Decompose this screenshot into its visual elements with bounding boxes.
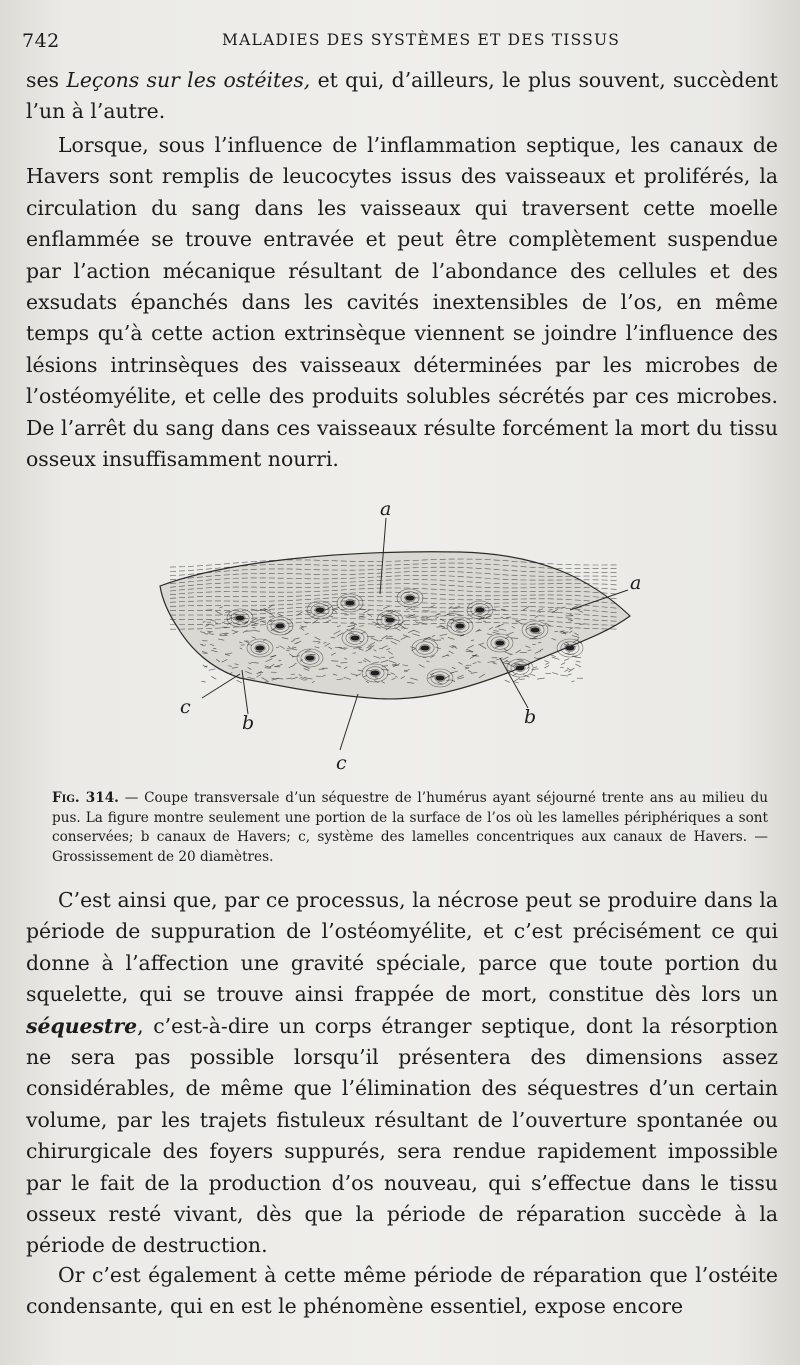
hatch-stroke xyxy=(519,679,524,680)
running-title: MALADIES DES SYSTÈMES ET DES TISSUS xyxy=(222,31,621,49)
havers-canal xyxy=(276,623,285,628)
havers-canal xyxy=(346,600,355,605)
havers-canal xyxy=(496,640,505,645)
havers-canal xyxy=(371,670,380,675)
havers-canal xyxy=(436,675,445,680)
havers-canal xyxy=(406,595,415,600)
p1-italic-title: Leçons sur les ostéites, xyxy=(66,68,311,92)
caption-text: — Coupe transversale d’un séquestre de l’humérus ayant séjourné trente ans au milieu du pus. La figure montre seulement une portion de la surface de l’os où les lamelles périphériques a sont conservées; b canaux de Havers; c, système des lamelles concentriques aux canaux de Havers. — Grossissement de 20 diamètres. xyxy=(52,790,768,865)
label-leader-line xyxy=(202,674,240,698)
p1-after: et qui, d’ailleurs, le plus souvent, succèdent l’un à l’autre. xyxy=(26,68,778,124)
havers-canal xyxy=(351,635,360,640)
hatch-stroke xyxy=(552,657,560,659)
hatch-stroke xyxy=(201,681,205,682)
p1-before: ses xyxy=(26,68,67,92)
hatch-stroke xyxy=(575,664,581,667)
hatch-stroke xyxy=(513,678,520,682)
havers-canal xyxy=(306,655,315,660)
havers-canal xyxy=(476,607,485,612)
havers-canal xyxy=(456,623,465,628)
hatch-stroke xyxy=(552,673,558,675)
p3-term-sequestre: séquestre xyxy=(26,1013,138,1038)
page-number: 742 xyxy=(22,30,60,52)
hatch-stroke xyxy=(209,669,216,671)
paragraph-4: Or c’est également à cette même période de réparation que l’ostéite condensante, qui en est le phénomène essentiel, expose encore xyxy=(26,1263,778,1319)
hatch-stroke xyxy=(571,681,574,682)
havers-canal xyxy=(256,645,265,650)
figure-caption xyxy=(52,789,768,867)
hatch-stroke xyxy=(574,657,581,658)
label-b-left: b xyxy=(242,712,255,734)
label-b-right: b xyxy=(524,706,537,728)
hatch-stroke xyxy=(537,678,545,679)
havers-canal xyxy=(421,645,430,650)
label-leader-line xyxy=(340,694,358,750)
p3-after: , c’est-à-dire un corps étranger septique, dont la résorption ne sera pas possible lorsqu’il présentera des dimensions assez considérables, de même que l’élimination des séquestres d’un certain volume, par les trajets fistuleux résultant de l’ouverture spontanée ou chirurgicale des foyers suppurés, sera rendue rapidement impossible par le fait de la production d’os nouveau, qui s’effectue dans le tissu osseux resté vivant, dès que la période de réparation succède à la période de destruction. xyxy=(26,1013,778,1258)
paragraph-1 xyxy=(26,65,778,128)
hatch-stroke xyxy=(550,654,556,656)
paragraph-2: Lorsque, sous l’influence de l’inflammation septique, les canaux de Havers sont remplis de leucocytes issus des vaisseaux et proliférés, la circulation du sang dans les vaisseaux qui traversent cette moelle enflammée se trouve entravée et peut être complètement suspendue par l’action mécanique résultant de l’abondance des cellules et des exsudats épanchés dans les cavités inextensibles de l’os, en même temps qu’à cette action extrinsèque viennent se joindre l’influence des lésions intrinsèques des vaisseaux déterminées par les microbes de l’ostéomyélite, et celle des produits solubles sécrétés par ces microbes. De l’arrêt du sang dans ces vaisseaux résulte forcément la mort du tissu osseux insuffisamment nourri. xyxy=(26,133,778,472)
havers-canal xyxy=(531,627,540,632)
havers-canal xyxy=(236,615,245,620)
label-c-left: c xyxy=(180,696,191,718)
hatch-stroke xyxy=(211,676,216,679)
p3-before: C’est ainsi que, par ce processus, la nécrose peut se produire dans la période de suppuration de l’ostéomyélite, et c’est précisément ce qui donne à l’affection une gravité spéciale, parce que toute portion du squelette, qui se trouve ainsi frappée de mort, constitue dès lors un xyxy=(26,888,778,1007)
hatch-stroke xyxy=(568,668,574,672)
hatch-stroke xyxy=(561,663,565,665)
hatch-stroke xyxy=(544,665,549,668)
havers-canal xyxy=(566,645,575,650)
havers-canal xyxy=(316,607,325,612)
hatch-stroke xyxy=(568,674,572,675)
label-a-top: a xyxy=(380,498,392,520)
label-a-right: a xyxy=(630,572,642,594)
hatch-stroke xyxy=(576,661,581,662)
hatch-stroke xyxy=(530,674,535,675)
paragraph-3 xyxy=(26,885,778,1262)
hatch-stroke xyxy=(560,675,568,676)
hatch-stroke xyxy=(515,682,519,683)
bone-section-drawing xyxy=(140,498,660,778)
havers-canal xyxy=(386,617,395,622)
page-header xyxy=(22,30,782,60)
hatch-stroke xyxy=(564,659,569,661)
label-c-bottom: c xyxy=(336,752,347,774)
hatch-stroke xyxy=(505,680,510,683)
hatch-stroke xyxy=(545,663,549,665)
hatch-stroke xyxy=(545,661,549,662)
caption-figure-number: Fig. 314. xyxy=(52,790,119,806)
havers-canal xyxy=(516,665,525,670)
figure-314-illustration xyxy=(140,498,660,778)
hatch-stroke xyxy=(236,680,241,683)
hatch-stroke xyxy=(533,667,537,668)
hatch-stroke xyxy=(564,670,568,672)
